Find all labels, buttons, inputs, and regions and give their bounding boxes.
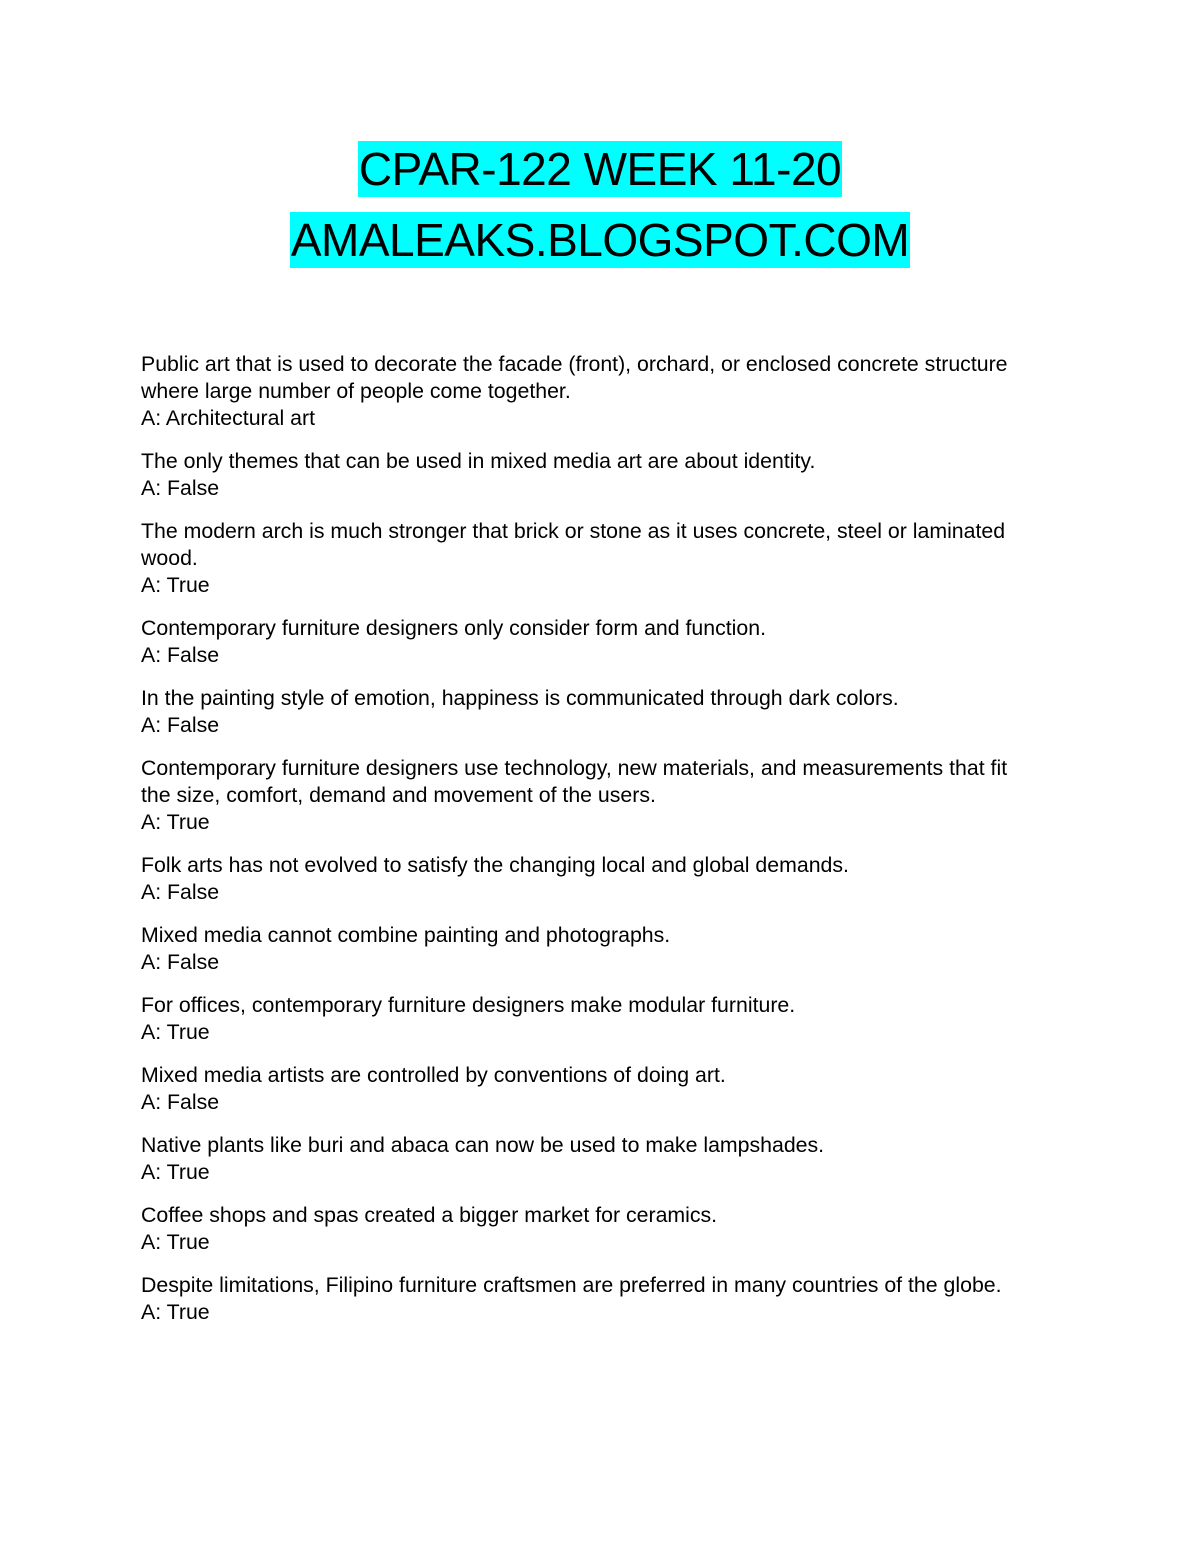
answer-text: A: Architectural art — [141, 406, 315, 430]
question-text: Despite limitations, Filipino furniture craftsmen are preferred in many countries of the globe. — [141, 1273, 1002, 1297]
question-text: The only themes that can be used in mixed media art are about identity. — [141, 449, 816, 473]
question-item — [141, 1272, 1041, 1326]
answer-text: A: True — [141, 1300, 210, 1324]
question-item — [141, 852, 1041, 906]
question-item — [141, 1062, 1041, 1116]
question-item — [141, 922, 1041, 976]
question-text: Public art that is used to decorate the facade (front), orchard, or enclosed concrete structure where large number of people come together. — [141, 352, 1008, 403]
question-text: Contemporary furniture designers only consider form and function. — [141, 616, 767, 640]
question-text: Mixed media artists are controlled by conventions of doing art. — [141, 1063, 726, 1087]
answer-text: A: True — [141, 573, 210, 597]
question-text: For offices, contemporary furniture designers make modular furniture. — [141, 993, 796, 1017]
page-title: CPAR-122 WEEK 11-20 — [358, 143, 842, 195]
answer-text: A: False — [141, 950, 220, 974]
question-item — [141, 1202, 1041, 1256]
title-line-1 — [0, 141, 1200, 205]
question-text: Folk arts has not evolved to satisfy the changing local and global demands. — [141, 853, 849, 877]
question-text: The modern arch is much stronger that brick or stone as it uses concrete, steel or laminated wood. — [141, 519, 1006, 570]
answer-text: A: True — [141, 810, 210, 834]
question-item — [141, 448, 1041, 502]
answer-text: A: True — [141, 1020, 210, 1044]
question-text: Native plants like buri and abaca can now be used to make lampshades. — [141, 1133, 825, 1157]
site-url: AMALEAKS.BLOGSPOT.COM — [290, 214, 910, 266]
question-text: In the painting style of emotion, happiness is communicated through dark colors. — [141, 686, 899, 710]
answer-text: A: False — [141, 476, 220, 500]
question-item — [141, 1132, 1041, 1186]
question-item — [141, 992, 1041, 1046]
question-item — [141, 685, 1041, 739]
answer-text: A: False — [141, 1090, 220, 1114]
question-text: Mixed media cannot combine painting and photographs. — [141, 923, 671, 947]
question-item — [141, 755, 1041, 836]
question-text: Contemporary furniture designers use technology, new materials, and measurements that fit the size, comfort, demand and movement of the users. — [141, 756, 1008, 807]
title-line-2 — [0, 212, 1200, 276]
answer-text: A: False — [141, 643, 220, 667]
question-list — [141, 351, 1041, 1342]
title-block — [0, 141, 1200, 283]
question-item — [141, 351, 1041, 432]
question-item — [141, 518, 1041, 599]
answer-text: A: False — [141, 880, 220, 904]
answer-text: A: True — [141, 1160, 210, 1184]
question-item — [141, 615, 1041, 669]
answer-text: A: False — [141, 713, 220, 737]
question-text: Coffee shops and spas created a bigger market for ceramics. — [141, 1203, 718, 1227]
answer-text: A: True — [141, 1230, 210, 1254]
